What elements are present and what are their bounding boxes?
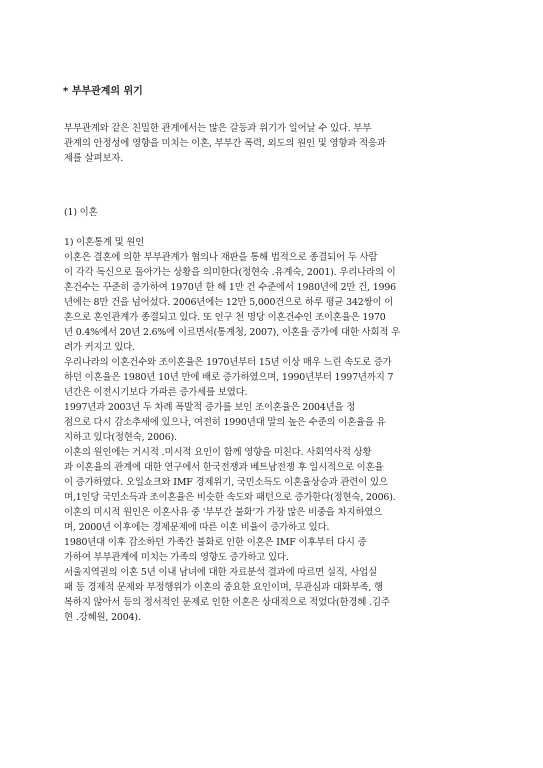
intro-line: 제를 살펴보자. [64,153,124,164]
paragraph-line: 1997년과 2003년 두 차례 폭발적 증가를 보인 조이혼율은 2004년을 정 [64,402,356,413]
paragraph-line: 며, 2000년 이후에는 경제문제에 따른 이혼 비율이 증가하고 있다. [64,522,330,533]
paragraph-line: 지하고 있다(정현숙, 2006). [64,432,177,443]
paragraph-line: 년간은 이전시기보다 가파른 증가세를 보였다. [64,387,248,398]
paragraph-line: 이 증가하였다. 오일쇼크와 IMF 경제위기, 국민소득도 이혼율상승과 관련이 있으 [64,477,388,488]
paragraph-line: 점으로 다시 감소추세에 있으나, 여전히 1990년대 말의 높은 수준의 이혼율을 유 [64,417,386,428]
paragraph-line: 혼건수는 꾸준히 증가하여 1970년 한 해 1만 건 수준에서 1980년에 2만 건, 1996 [64,282,396,293]
section-heading: * 부부관계의 위기 [63,86,143,97]
paragraph-line: 이혼의 미시적 원인은 이혼사유 중 '부부간 불화'가 가장 많은 비중을 차지하였으 [64,507,383,518]
paragraph-line: 혼으로 혼인관계가 종결되고 있다. 또 인구 천 명당 이혼건수인 조이혼율은 1970 [64,312,386,323]
paragraph-line: 이 각각 독신으로 돌아가는 상황을 의미한다(정현숙 ․유계숙, 2001). 우리나라의 이 [64,267,396,278]
paragraph-line: 이혼의 원인에는 거시적 ․미시적 요인이 함께 영향을 미친다. 사회역사적 상황 [64,447,372,458]
item-title: 1) 이혼통계 및 원인 [64,237,145,248]
paragraph-line: 1980년대 이후 감소하던 가족간 불화로 인한 이혼은 IMF 이후부터 다시 증 [64,537,367,548]
paragraph-line: 이혼은 결혼에 의한 부부관계가 협의나 재판을 통해 법적으로 종결되어 두 사람 [64,252,378,263]
paragraph-line: 서울지역권의 이혼 5년 이내 남녀에 대한 자료분석 결과에 따르면 실직, 사업실 [64,567,378,578]
intro-line: 관계의 안정성에 영향을 미치는 이혼, 부부간 폭력, 외도의 원인 및 영향과 적응과 [64,138,386,149]
paragraph-line: 며,1인당 국민소득과 조이혼율은 비슷한 속도와 패턴으로 증가한다(정현숙, 2006). [64,492,396,503]
paragraph-line: 우리나라의 이혼건수와 조이혼율은 1970년부터 15년 이상 매우 느린 속도로 증가 [64,357,392,368]
intro-line: 부부관계와 같은 친밀한 관계에서는 많은 갈등과 위기가 일어날 수 있다. 부부 [64,123,372,134]
paragraph-line: 패 등 경제적 문제와 부정행위가 이혼의 중요한 요인이며, 무관심과 대화부족, 행 [64,582,383,593]
paragraph-line: 가하여 부부관계에 미치는 가족의 영향도 증가하고 있다. [64,552,289,563]
paragraph-line: 과 이혼율의 관계에 대한 연구에서 한국전쟁과 베트남전쟁 후 일시적으로 이혼율 [64,462,384,473]
paragraph-line: 년에는 8만 건을 넘어섰다. 2006년에는 12만 5,000건으로 하루 평균 342쌍이 이 [64,297,394,308]
paragraph-line: 현 ․강혜원, 2004). [64,612,141,623]
paragraph-line: 려가 커지고 있다. [64,342,135,353]
paragraph-line: 복하지 않아서 등의 정서적인 문제로 인한 이혼은 상대적으로 적었다(한경혜 ․김주 [64,597,390,608]
paragraph-line: 년 0.4%에서 20년 2.6%에 이르면서(통계청, 2007), 이혼율 증가에 대한 사회적 우 [64,327,401,338]
paragraph-line: 하던 이혼율은 1980년 10년 만에 배로 증가하였으며, 1990년부터 1997년까지 7 [64,372,394,383]
subsection-title: (1) 이혼 [64,207,98,218]
